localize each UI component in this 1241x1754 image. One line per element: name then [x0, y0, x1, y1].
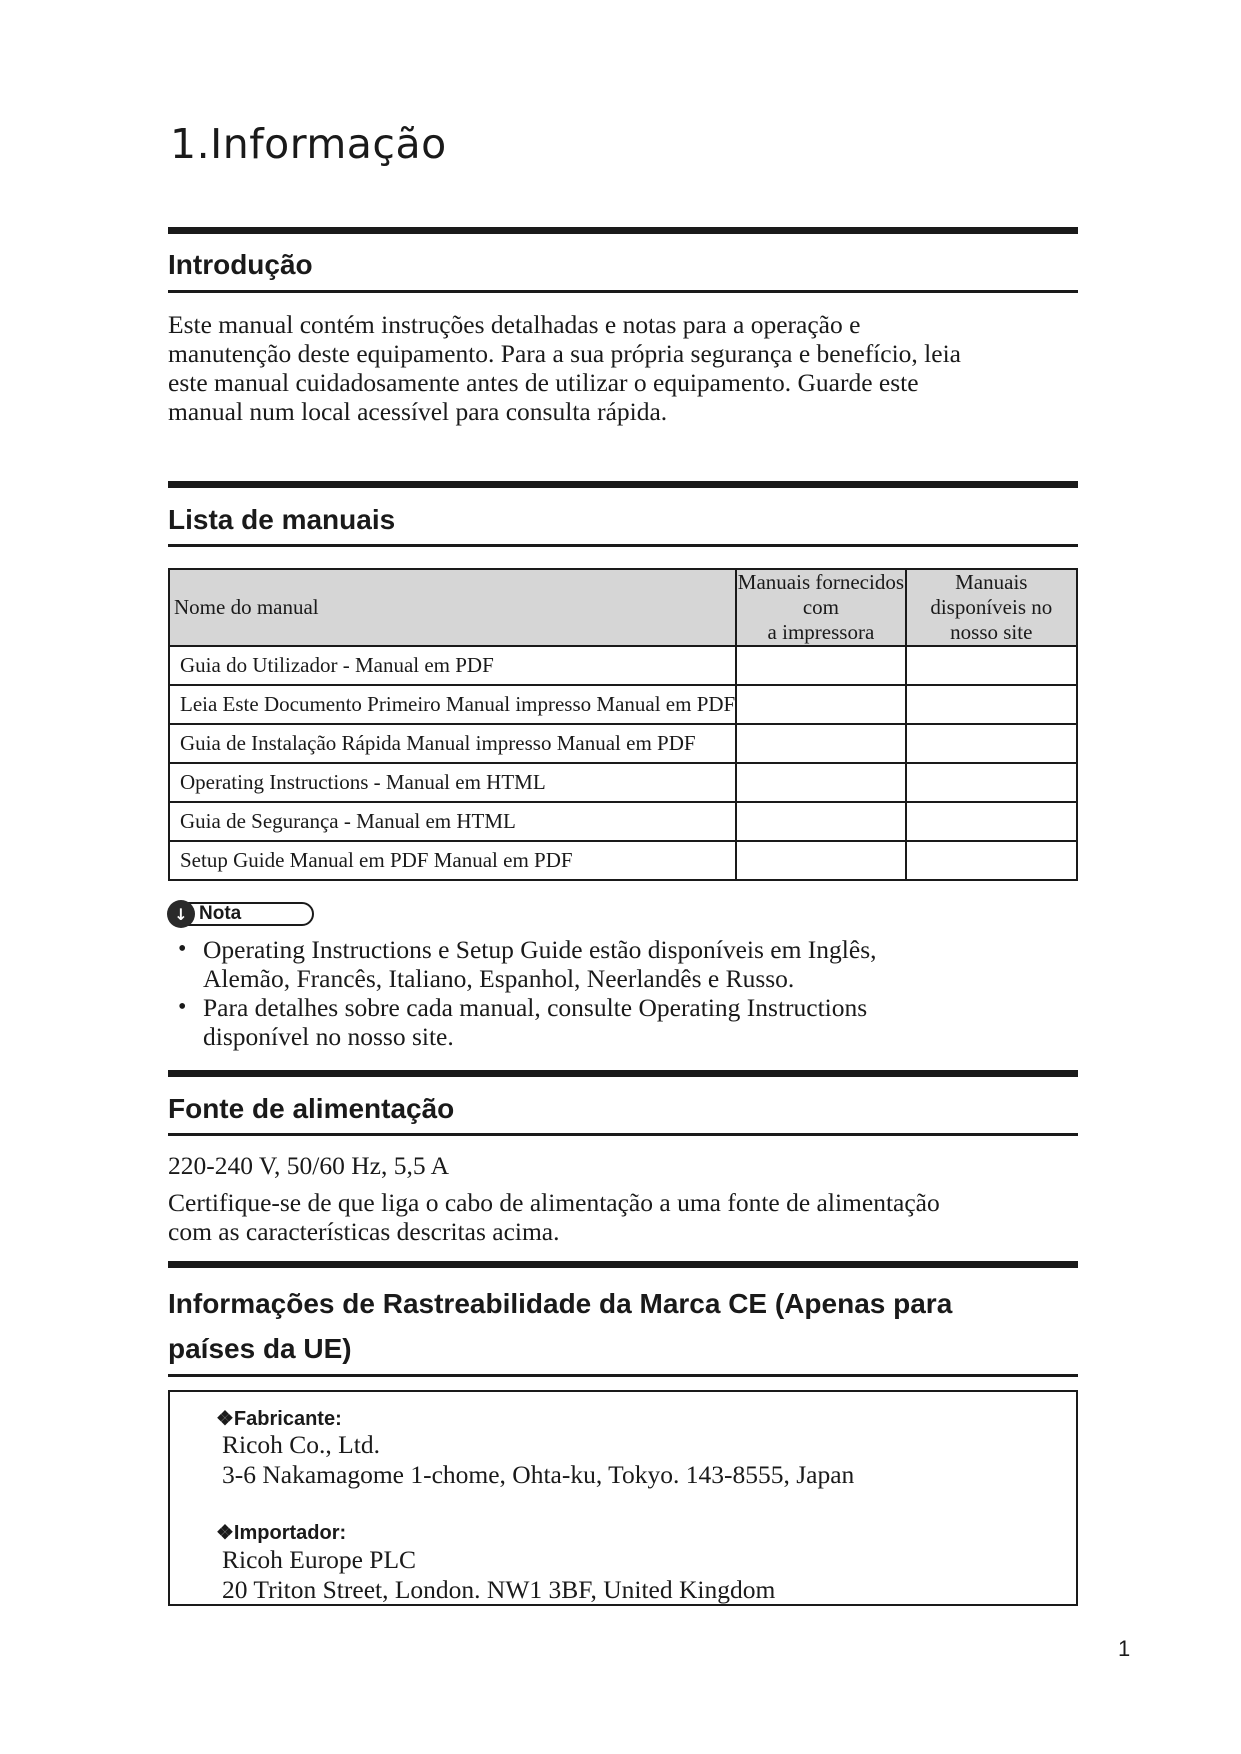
- manual-name: Guia do Utilizador - Manual em PDF: [180, 653, 494, 677]
- note-line: disponível no nosso site.: [203, 1022, 454, 1051]
- manual-name: Leia Este Documento Primeiro Manual impresso Manual em PDF: [180, 692, 736, 716]
- supplied-cell: [736, 646, 905, 685]
- manual-name-cell: [169, 763, 736, 802]
- site-cell: [906, 802, 1077, 841]
- section-rule-top: [168, 1070, 1078, 1077]
- importer-name: Ricoh Europe PLC: [222, 1545, 417, 1574]
- note-list: [170, 935, 1070, 1051]
- note-line: Alemão, Francês, Italiano, Espanhol, Neerlandês e Russo.: [203, 964, 795, 993]
- table-row: [169, 802, 1077, 841]
- supplied-cell: [736, 763, 905, 802]
- intro-heading: Introdução: [168, 249, 313, 280]
- manufacturer-address: 3-6 Nakamagome 1-chome, Ohta-ku, Tokyo. 143-8555, Japan: [222, 1460, 855, 1489]
- table-row: [169, 841, 1077, 880]
- site-cell: [906, 763, 1077, 802]
- site-cell: [906, 841, 1077, 880]
- ce-heading-line: Informações de Rastreabilidade da Marca CE (Apenas para: [168, 1288, 953, 1319]
- site-cell: [906, 685, 1077, 724]
- manual-name-cell: [169, 685, 736, 724]
- power-line: Certifique-se de que liga o cabo de alimentação a uma fonte de alimentação: [168, 1188, 940, 1217]
- intro-paragraph: [168, 310, 1078, 426]
- importer-address: 20 Triton Street, London. NW1 3BF, United Kingdom: [222, 1575, 776, 1604]
- manuals-heading: Lista de manuais: [168, 504, 396, 535]
- power-line: com as características descritas acima.: [168, 1217, 560, 1246]
- manual-name: Operating Instructions - Manual em HTML: [180, 770, 546, 794]
- manual-name: Guia de Instalação Rápida Manual impresso Manual em PDF: [180, 731, 696, 755]
- manuals-table: [168, 568, 1078, 881]
- section-rule-bottom: [168, 1133, 1078, 1136]
- power-paragraph: [168, 1151, 1078, 1246]
- column-header-supplied-line: Manuais fornecidos com: [737, 570, 905, 619]
- page-number: 1: [1118, 1636, 1131, 1661]
- ce-heading-line: países da UE): [168, 1333, 352, 1364]
- column-header-site: [906, 569, 1077, 646]
- note-line: • Para detalhes sobre cada manual, consulte Operating Instructions: [203, 993, 868, 1022]
- section-rule-bottom: [168, 544, 1078, 547]
- intro-line: manual num local acessível para consulta rápida.: [168, 397, 668, 426]
- manufacturer-name: Ricoh Co., Ltd.: [222, 1430, 380, 1459]
- table-row: [169, 763, 1077, 802]
- supplied-cell: [736, 685, 905, 724]
- section-rule-bottom: [168, 1374, 1078, 1377]
- manual-name: Guia de Segurança - Manual em HTML: [180, 809, 516, 833]
- manufacturer-label: ❖Fabricante:: [216, 1408, 342, 1430]
- column-header-site-line: Manuais disponíveis no: [930, 570, 1053, 619]
- table-row: [169, 646, 1077, 685]
- supplied-cell: [736, 724, 905, 763]
- list-item: [170, 993, 1070, 1051]
- intro-line: manutenção deste equipamento. Para a sua própria segurança e benefício, leia: [168, 339, 961, 368]
- power-spec: 220-240 V, 50/60 Hz, 5,5 A: [168, 1151, 449, 1180]
- manual-name-cell: [169, 802, 736, 841]
- importer-label: ❖Importador:: [216, 1522, 347, 1544]
- column-header-site-line: nosso site: [950, 620, 1033, 644]
- arrow-down-circle-icon: ↓: [167, 900, 195, 928]
- column-header-name: Nome do manual: [169, 569, 736, 646]
- manual-name-cell: [169, 841, 736, 880]
- site-cell: [906, 646, 1077, 685]
- section-rule-top: [168, 481, 1078, 488]
- column-header-supplied-line: a impressora: [767, 620, 875, 644]
- site-cell: [906, 724, 1077, 763]
- intro-line: Este manual contém instruções detalhadas e notas para a operação e: [168, 310, 861, 339]
- manual-name-cell: [169, 646, 736, 685]
- supplied-cell: [736, 841, 905, 880]
- ce-info-box: [168, 1390, 1078, 1606]
- list-item: [170, 935, 1070, 993]
- table-header-row: [169, 569, 1077, 646]
- section-rule-top: [168, 227, 1078, 234]
- section-rule-top: [168, 1261, 1078, 1268]
- intro-line: este manual cuidadosamente antes de utilizar o equipamento. Guarde este: [168, 368, 919, 397]
- section-rule-bottom: [168, 290, 1078, 293]
- note-line: • Operating Instructions e Setup Guide estão disponíveis em Inglês,: [203, 935, 877, 964]
- note-label: Nota: [199, 903, 242, 924]
- manual-name: Setup Guide Manual em PDF Manual em PDF: [180, 848, 573, 872]
- supplied-cell: [736, 802, 905, 841]
- chapter-title: 1.Informação: [170, 120, 447, 168]
- note-badge: [168, 902, 314, 926]
- table-row: [169, 685, 1077, 724]
- column-header-supplied: [736, 569, 905, 646]
- ce-heading: [168, 1281, 1068, 1371]
- table-row: [169, 724, 1077, 763]
- manual-name-cell: [169, 724, 736, 763]
- power-heading: Fonte de alimentação: [168, 1093, 455, 1124]
